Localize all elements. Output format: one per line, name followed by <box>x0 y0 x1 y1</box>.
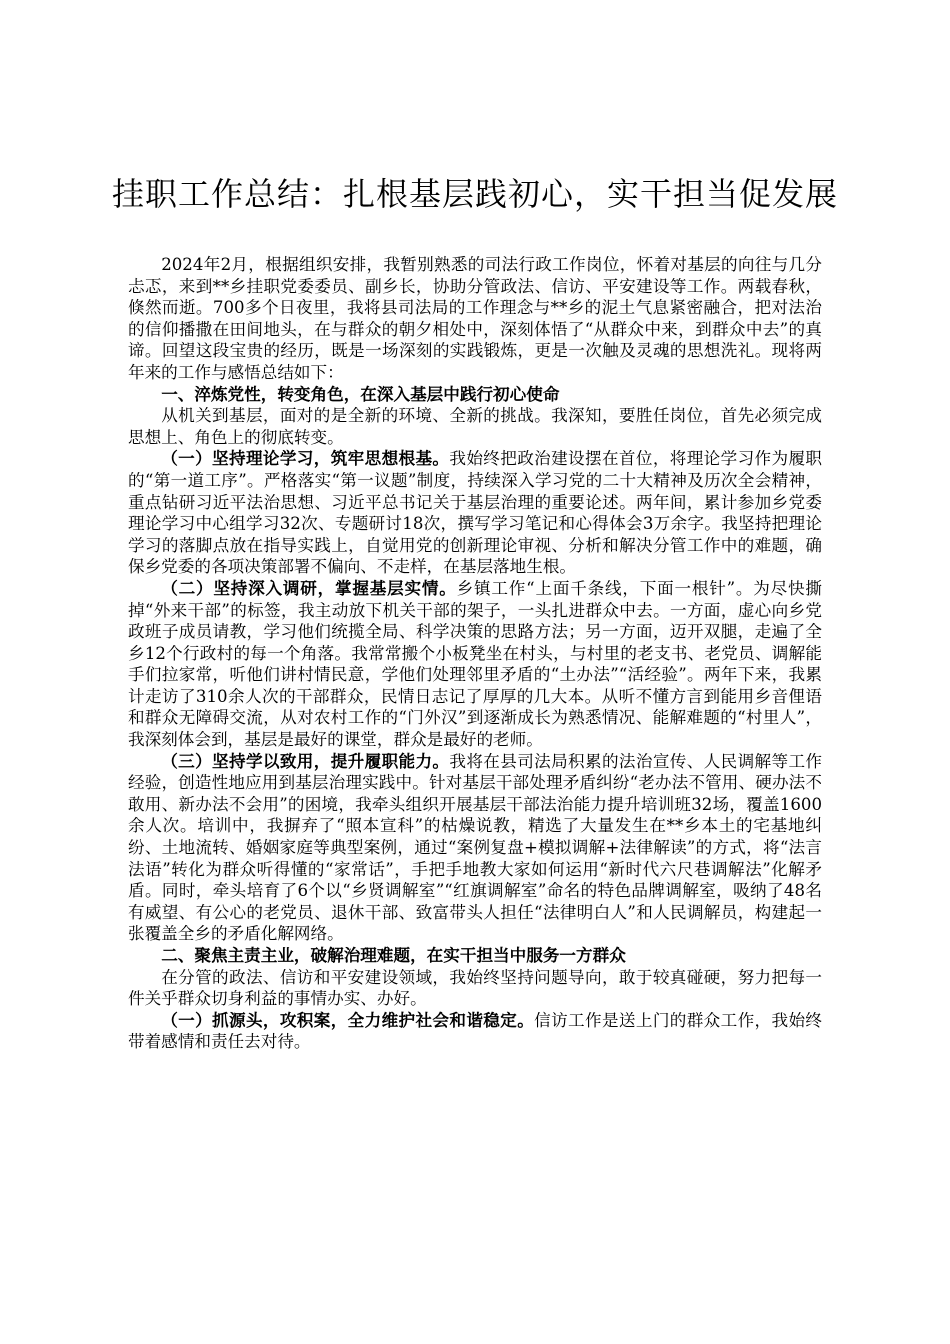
body-paragraph <box>128 751 822 945</box>
body-paragraph <box>128 405 822 448</box>
subsection-heading: （二）坚持深入调研，掌握基层实情。 <box>161 577 457 598</box>
paragraph-text: 从机关到基层，面对的是全新的环境、全新的挑战。我深知，要胜任岗位，首先必须完成思想上、角色上的彻底转变。 <box>128 406 822 447</box>
body-paragraph <box>128 1010 822 1053</box>
section-heading: 一、淬炼党性，转变角色，在深入基层中践行初心使命 <box>161 383 560 404</box>
paragraph-text: 在分管的政法、信访和平安建设领域，我始终坚持问题导向，敢于较真碰硬，努力把每一件关乎群众切身利益的事情办实、办好。 <box>128 967 822 1009</box>
paragraph-text: 我将在县司法局积累的法治宣传、人民调解等工作经验，创造性地应用到基层治理实践中。针对基层干部处理矛盾纠纷“老办法不管用、硬办法不敢用、新办法不会用”的困境，我牵头组织开展基层干部法治能力提升培训班32场，覆盖1600余人次。培训中，我摒弃了“照本宣科”的枯燥说教，精选了大量发生在**乡本土的宅基地纠纷、土地流转、婚姻家庭等典型案例，通过“案例复盘+模拟调解+法律解读”的方式，将“法言法语”转化为群众听得懂的“家常话”，手把手地教大家如何运用“新时代六尺巷调解法”化解矛盾。同时，牵头培育了6个以“乡贤调解室”“红旗调解室”命名的特色品牌调解室，吸纳了48名有威望、有公心的老党员、退休干部、致富带头人担任“法律明白人”和人民调解员，构建起一张覆盖全乡的矛盾化解网络。 <box>128 751 822 944</box>
document-body <box>128 254 822 1053</box>
document-title: 挂职工作总结：扎根基层践初心，实干担当促发展 <box>111 175 838 213</box>
paragraph-text: 我始终把政治建设摆在首位，将理论学习作为履职的“第一道工序”。严格落实“第一议题”制度，持续深入学习党的二十大精神及历次全会精神，重点钻研习近平法治思想、习近平总书记关于基层治理的重要论述。两年间，累计参加乡党委理论学习中心组学习32次、专题研讨18次，撰写学习笔记和心得体会3万余字。我坚持把理论学习的落脚点放在指导实践上，自觉用党的创新理论审视、分析和解决分管工作中的难题，确保乡党委的各项决策部署不偏向、不走样，在基层落地生根。 <box>128 449 822 577</box>
body-paragraph <box>128 578 822 751</box>
body-paragraph <box>128 254 822 384</box>
paragraph-text: 信访工作是送上门的群众工作，我始终带着感情和责任去对待。 <box>128 1010 822 1052</box>
paragraph-text: 乡镇工作“上面千条线，下面一根针”。为尽快撕掉“外来干部”的标签，我主动放下机关干部的架子，一头扎进群众中去。一方面，虚心向乡党政班子成员请教，学习他们统揽全局、科学决策的思路方法；另一方面，迈开双腿，走遍了全乡12个行政村的每一个角落。我常常搬个小板凳坐在村头，与村里的老支书、老党员、调解能手们拉家常，听他们讲村情民意，学他们处理邻里矛盾的“土办法”“活经验”。两年下来，我累计走访了310余人次的干部群众，民情日志记了厚厚的几大本。从听不懂方言到能用乡音俚语和群众无障碍交流，从对农村工作的“门外汉”到逐渐成长为熟悉情况、能解难题的“村里人”，我深刻体会到，基层是最好的课堂，群众是最好的老师。 <box>128 578 823 750</box>
subsection-heading: （三）坚持学以致用，提升履职能力。 <box>161 750 450 771</box>
body-paragraph <box>128 448 822 578</box>
subsection-heading: （一）抓源头，攻积案，全力维护社会和谐稳定。 <box>161 1009 535 1030</box>
paragraph-text: 2024年2月，根据组织安排，我暂别熟悉的司法行政工作岗位，怀着对基层的向往与几分忐忑，来到**乡挂职党委委员、副乡长，协助分管政法、信访、平安建设等工作。两载春秋，倏然而逝。700多个日夜里，我将县司法局的工作理念与**乡的泥土气息紧密融合，把对法治的信仰播撒在田间地头，在与群众的朝夕相处中，深刻体悟了“从群众中来，到群众中去”的真谛。回望这段宝贵的经历，既是一场深刻的实践锻炼，更是一次触及灵魂的思想洗礼。现将两年来的工作与感悟总结如下： <box>128 255 822 382</box>
section-heading: 二、聚焦主责主业，破解治理难题，在实干担当中服务一方群众 <box>161 945 626 965</box>
body-paragraph <box>128 967 822 1010</box>
subsection-heading: （一）坚持理论学习，筑牢思想根基。 <box>161 448 450 469</box>
